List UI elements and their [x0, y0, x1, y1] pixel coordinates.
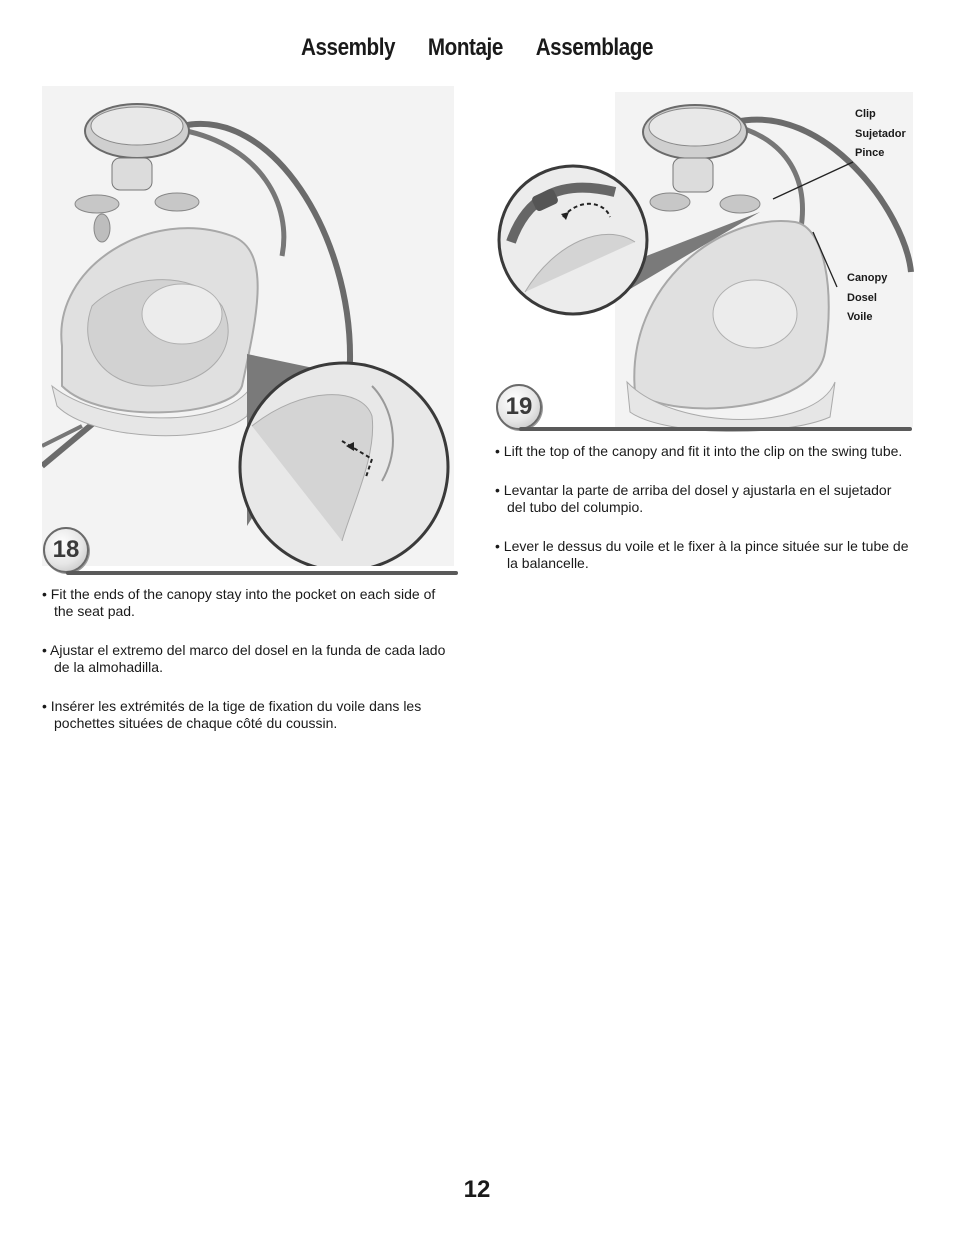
- canopy-callout: [847, 269, 887, 328]
- step-18-instruction-fr: • Insérer les extrémités de la tige de fixation du voile dans les pochettes situées de chaque côté du coussin.: [42, 698, 452, 732]
- step-18-instruction-es: • Ajustar el extremo del marco del dosel en la funda de cada lado de la almohadilla.: [42, 642, 452, 676]
- canopy-label-fr: Voile: [847, 311, 873, 323]
- clip-label-fr: Pince: [855, 147, 885, 159]
- clip-callout: [855, 105, 906, 164]
- step-19-instruction-fr: • Lever le dessus du voile et le fixer à la pince située sur le tube de la balancelle.: [495, 538, 913, 572]
- step-19-illustration: [495, 92, 915, 432]
- step-18-divider: [66, 571, 458, 575]
- step-18-badge: 18: [43, 527, 89, 573]
- page-title: [67, 34, 887, 62]
- step-19-instruction-en: • Lift the top of the canopy and fit it into the clip on the swing tube.: [495, 443, 913, 460]
- step-18-instruction-en: • Fit the ends of the canopy stay into the pocket on each side of the seat pad.: [42, 586, 452, 620]
- step-19-badge: 19: [496, 384, 542, 430]
- step-18-instructions: [42, 586, 452, 754]
- title-french: Assemblage: [535, 34, 654, 61]
- title-spanish: Montaje: [427, 34, 503, 61]
- step-19-instruction-es: • Levantar la parte de arriba del dosel y ajustarla en el sujetador del tubo del columpio.: [495, 482, 913, 516]
- canopy-label-en: Canopy: [847, 272, 888, 284]
- clip-label-en: Clip: [855, 108, 876, 120]
- step-18-illustration: [42, 86, 458, 566]
- step-19-instructions: [495, 443, 913, 594]
- step-19-divider: [519, 427, 912, 431]
- title-english: Assembly: [300, 34, 396, 61]
- clip-label-es: Sujetador: [855, 127, 906, 140]
- page-number: 12: [463, 1176, 491, 1203]
- canopy-label-es: Dosel: [847, 291, 877, 304]
